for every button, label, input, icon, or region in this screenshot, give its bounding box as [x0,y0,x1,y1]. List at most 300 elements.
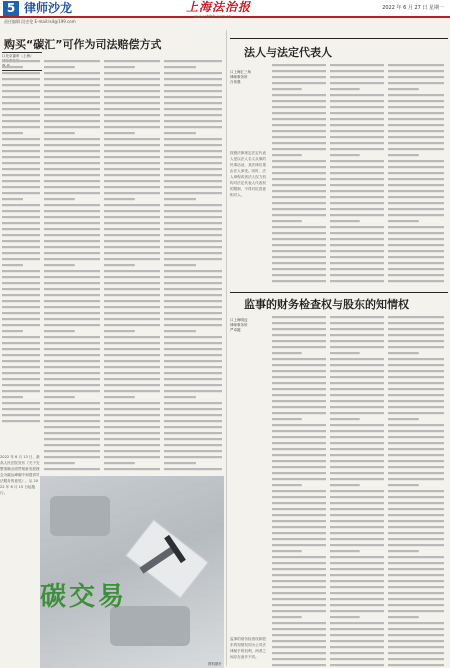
text-line [104,432,160,434]
text-line [388,154,419,156]
website-url[interactable]: www.shfzb.com.cn [194,14,232,19]
text-line [104,408,160,410]
text-line [2,288,40,290]
text-line [44,294,100,296]
text-line [388,490,444,492]
text-line [388,634,444,636]
text-line [330,100,384,102]
text-line [104,102,160,104]
text-line [104,426,160,428]
text-line [388,604,444,606]
text-line [164,66,196,68]
text-line [2,318,40,320]
text-line [272,88,302,90]
text-line [164,318,222,320]
text-line [44,444,100,446]
text-line [164,330,196,332]
text-line [388,532,444,534]
text-line [164,204,222,206]
text-line [2,90,40,92]
text-line [388,166,444,168]
text-line [330,550,360,552]
text-line [104,258,160,260]
text-line [164,468,222,470]
text-line [164,222,222,224]
column-divider [226,30,227,666]
text-line [272,280,326,282]
text-line [330,412,384,414]
text-line [388,214,444,216]
text-line [272,574,326,576]
text-line [2,396,23,398]
text-line [164,144,222,146]
text-line [388,244,444,246]
text-line [272,82,326,84]
text-line [330,448,384,450]
text-line [272,568,326,570]
text-line [272,634,326,636]
text-line [330,232,384,234]
text-line [388,622,444,624]
text-line [2,354,40,356]
issue-date: 2022 年 6 月 27 日 星期一 [382,5,444,11]
text-line [330,280,384,282]
text-line [104,174,160,176]
text-line [388,610,444,612]
text-line [2,234,40,236]
text-line [2,102,40,104]
photo-credit: 资料图片 [208,662,222,666]
text-line [104,120,160,122]
text-line [388,268,444,270]
text-line [164,402,222,404]
text-line [272,502,326,504]
text-line [44,354,100,356]
text-line [330,508,384,510]
text-line [272,166,326,168]
text-line [104,240,160,242]
text-line [330,268,384,270]
text-line [44,168,100,170]
text-line [2,168,40,170]
text-line [2,270,40,272]
text-line [330,220,360,222]
text-line [104,360,160,362]
text-line [44,222,100,224]
text-line [272,490,326,492]
text-line [104,108,160,110]
text-line [330,82,384,84]
text-line [44,102,100,104]
text-line [388,334,444,336]
text-line [104,186,160,188]
text-line [388,364,444,366]
text-line [330,340,384,342]
text-line [44,276,100,278]
text-line [44,330,75,332]
text-line [272,112,326,114]
text-line [388,88,419,90]
text-line [388,388,444,390]
text-line [164,126,222,128]
text-line [330,460,384,462]
text-line [388,418,419,420]
text-line [272,484,302,486]
byline-line-1: 口北京嘉申（上海） [2,54,34,58]
text-line [272,472,326,474]
text-line [164,228,222,230]
text-line [164,324,222,326]
text-line [388,280,444,282]
text-line [104,450,160,452]
text-line [164,258,222,260]
text-line [164,120,222,122]
text-line [2,324,40,326]
text-line [388,406,444,408]
text-line [388,466,444,468]
text-line [2,300,40,302]
text-line [388,172,444,174]
text-line [2,72,40,74]
text-line [330,250,384,252]
text-line [330,214,384,216]
text-line [388,256,444,258]
text-line [272,352,302,354]
text-line [330,88,360,90]
text-line [104,60,160,62]
text-line [330,430,384,432]
text-line [104,246,160,248]
text-line [272,376,326,378]
text-line [2,420,40,422]
text-line [272,442,326,444]
text-line [44,150,100,152]
text-line [164,312,222,314]
text-line [2,402,40,404]
text-line [388,664,444,666]
text-line [272,400,326,402]
text-line [388,100,444,102]
text-line [388,118,444,120]
text-line [2,210,40,212]
text-line [330,76,384,78]
text-line [388,550,419,552]
text-line [388,502,444,504]
text-line [272,100,326,102]
text-line [272,118,326,120]
text-line [2,414,40,416]
text-line [272,184,326,186]
text-line [330,160,384,162]
text-line [330,616,360,618]
text-line [272,418,302,420]
text-line [44,186,100,188]
text-line [388,70,444,72]
text-line [104,312,160,314]
text-line [388,346,444,348]
text-line [388,472,444,474]
text-line [272,448,326,450]
text-line [104,270,160,272]
text-line [272,220,302,222]
text-line [44,270,100,272]
text-line [44,210,100,212]
text-line [330,136,384,138]
text-line [388,436,444,438]
text-line [104,348,160,350]
text-line [388,442,444,444]
text-line [44,108,100,110]
text-line [2,114,40,116]
text-line [388,64,444,66]
text-line [388,202,444,204]
text-line [2,192,40,194]
text-line [330,358,384,360]
text-line [272,454,326,456]
text-line [2,282,40,284]
text-line [2,138,40,140]
text-line [388,340,444,342]
text-line [272,616,302,618]
text-line [2,330,23,332]
text-line [330,262,384,264]
text-line [2,390,40,392]
text-line [272,274,326,276]
text-line [164,168,222,170]
text-line [388,190,444,192]
text-line [44,96,100,98]
text-line [2,336,40,338]
text-line [44,342,100,344]
text-line [164,162,222,164]
text-line [164,282,222,284]
text-line [104,138,160,140]
text-line [2,228,40,230]
text-line [2,258,40,260]
text-line [272,586,326,588]
left-article-title: 购买“碳汇”可作为司法赔偿方式 [4,38,162,51]
text-line [164,366,222,368]
text-line [2,120,40,122]
text-line [164,180,222,182]
text-line [2,60,40,62]
text-line [272,160,326,162]
text-line [104,228,160,230]
text-line [164,432,222,434]
text-line [164,198,196,200]
text-line [44,216,100,218]
text-line [44,372,100,374]
text-line [164,108,222,110]
text-line [330,478,384,480]
text-line [272,460,326,462]
text-line [44,252,100,254]
text-line [330,490,384,492]
text-line [104,72,160,74]
text-line [330,316,384,318]
text-line [388,358,444,360]
text-line [104,66,135,68]
text-line [272,556,326,558]
text-line [272,658,326,660]
text-line [330,532,384,534]
text-line [104,96,160,98]
text-line [388,658,444,660]
text-line [330,586,384,588]
text-line [330,514,384,516]
text-line [330,106,384,108]
text-line [164,174,222,176]
text-line [388,82,444,84]
text-line [272,466,326,468]
text-line [2,78,40,80]
text-line [272,544,326,546]
text-line [2,204,40,206]
text-line [330,352,360,354]
text-line [44,78,100,80]
text-line [2,180,40,182]
text-line [272,316,326,318]
text-line [272,652,326,654]
text-line [44,312,100,314]
text-line [272,436,326,438]
text-line [330,64,384,66]
text-line [44,378,100,380]
text-line [272,142,326,144]
text-line [388,640,444,642]
text-line [164,246,222,248]
text-line [104,300,160,302]
text-line [104,114,160,116]
text-line [104,276,160,278]
text-line [164,420,222,422]
text-line [164,114,222,116]
text-line [104,324,160,326]
text-line [330,142,384,144]
text-line [388,328,444,330]
byline-line-3: 严卓越 [230,328,241,332]
text-line [330,658,384,660]
text-line [164,210,222,212]
text-line [330,484,360,486]
text-line [272,238,326,240]
text-line [2,108,40,110]
text-line [2,186,40,188]
text-line [104,282,160,284]
text-line [330,664,384,666]
text-line [104,288,160,290]
text-line [272,424,326,426]
text-line [272,250,326,252]
text-line [164,270,222,272]
text-line [44,198,75,200]
text-line [388,586,444,588]
text-line [164,96,222,98]
text-line [388,112,444,114]
text-line [330,184,384,186]
text-line [330,622,384,624]
text-line [2,252,40,254]
text-line [330,634,384,636]
text-line [272,526,326,528]
text-line [388,574,444,576]
text-line [330,628,384,630]
text-line [388,136,444,138]
text-line [104,330,135,332]
text-line [104,378,160,380]
text-line [388,562,444,564]
text-line [2,372,40,374]
text-line [330,130,384,132]
text-line [330,604,384,606]
text-line [388,454,444,456]
text-line [164,450,222,452]
text-line [388,382,444,384]
text-line [330,172,384,174]
text-line [272,628,326,630]
text-line [330,322,384,324]
text-line [44,120,100,122]
text-line [44,336,100,338]
text-line [104,336,160,338]
text-line [330,454,384,456]
text-line [104,438,160,440]
text-line [44,66,75,68]
right-bottom-pull-quote: 监事的财务检查权和股东的知情权同为公司法律赋予的权利，两者之间存在诸多不同。 [230,637,266,659]
text-line [388,178,444,180]
text-line [388,106,444,108]
text-line [330,238,384,240]
text-line [388,646,444,648]
text-line [272,562,326,564]
text-line [330,472,384,474]
left-article-side-note: 2022 年 6 月 13 日，最高人民法院发布《关于完整准确全面贯彻新发展理念为碳达峰碳中和提供司法服务的意见》。从 2022 年 6 月 15 日起施行。 [0,455,40,495]
text-line [330,466,384,468]
text-line [272,538,326,540]
text-line [44,156,100,158]
text-line [388,568,444,570]
text-line [388,400,444,402]
byline-line-2: 律师事务所 [230,75,248,79]
text-line [104,216,160,218]
text-line [388,556,444,558]
photo-plate [125,519,208,598]
text-line [104,78,160,80]
text-line [104,90,160,92]
text-line [2,360,40,362]
text-line [164,252,222,254]
text-line [388,424,444,426]
text-line [272,334,326,336]
text-line [104,150,160,152]
text-line [272,148,326,150]
text-line [272,124,326,126]
text-line [104,294,160,296]
text-line [330,178,384,180]
text-line [388,628,444,630]
text-line [44,246,100,248]
text-line [388,316,444,318]
text-line [104,372,160,374]
text-line [330,376,384,378]
text-line [388,514,444,516]
text-line [272,598,326,600]
text-line [330,394,384,396]
text-line [104,306,160,308]
text-line [388,520,444,522]
text-line [164,336,222,338]
text-line [272,664,326,666]
